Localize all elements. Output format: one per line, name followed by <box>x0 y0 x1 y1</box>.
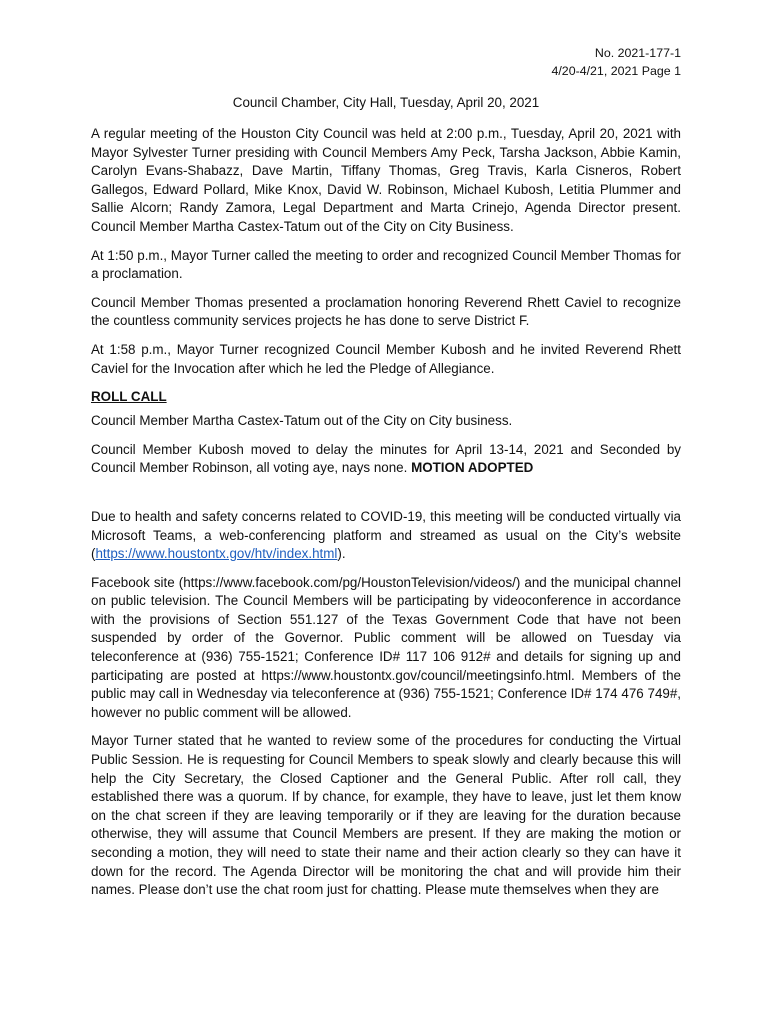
covid-paragraph <box>91 508 681 564</box>
motion-adopted-label: MOTION ADOPTED <box>411 460 534 476</box>
intro-paragraph: A regular meeting of the Houston City Council was held at 2:00 p.m., Tuesday, April 20, 2021 with Mayor Sylvester Turner presiding with Council Members Amy Peck, Tarsha Jackson, Abbie Kamin, Carolyn Evans-Shabazz, Dave Martin, Tiffany Thomas, Greg Travis, Karla Cisneros, Robert Gallegos, Edward Pollard, Mike Knox, David W. Robinson, Michael Kubosh, Letitia Plummer and Sallie Alcorn; Randy Zamora, Legal Department and Marta Crinejo, Agenda Director present. Council Member Martha Castex-Tatum out of the City on City Business. <box>91 126 681 234</box>
covid-text: Due to health and safety concerns related to COVID-19, this meeting will be conducted virtually via Microsoft Teams, a web-conferencing platform and streamed as usual on the City’s website ( <box>91 508 681 562</box>
spacer <box>91 488 681 508</box>
call-to-order-paragraph: At 1:50 p.m., Mayor Turner called the meeting to order and recognized Council Member Thomas for a proclamation. <box>91 247 681 282</box>
proclamation-paragraph: Council Member Thomas presented a proclamation honoring Reverend Rhett Caviel to recognize the countless community services projects he has done to serve District F. <box>91 294 681 329</box>
facebook-paragraph: Facebook site (https://www.facebook.com/pg/HoustonTelevision/videos/) and the municipal channel on public television. The Council Members will be participating by videoconference in accordance with the provisions of Section 551.127 of the Texas Government Code that have not been suspended by order of the Governor. Public comment will be allowed on Tuesday via teleconference at (936) 755-1521; Conference ID# 117 106 912# and details for signing up and participating are posted at https://www.houstontx.gov/council/meetingsinfo.html. Members of the public may call in Wednesday via teleconference at (936) 755-1521; Conference ID# 174 476 749#, however no public comment will be allowed. <box>91 574 681 720</box>
document-number: No. 2021-177-1 <box>594 46 681 60</box>
covid-text-end: ). <box>337 546 346 562</box>
meeting-title: Council Chamber, City Hall, Tuesday, April 20, 2021 <box>232 95 540 110</box>
minutes-paragraph <box>91 441 681 478</box>
roll-call-heading: ROLL CALL <box>91 389 167 405</box>
procedures-paragraph: Mayor Turner stated that he wanted to review some of the procedures for conducting the Virtual Public Session. He is requesting for Council Members to speak slowly and clearly because this will help the City Secretary, the Closed Captioner and the General Public. After roll call, they established there was a quorum. If by chance, for example, they have to leave, just let them know on the chat screen if they are leaving temporarily or if they are leaving for the duration because otherwise, they will assume that Council Members are present. If they are making the motion or seconding a motion, they will need to state their name and their action clearly so they can have it down for the record. The Agenda Director will be monitoring the chat and will provide him their names. Please don’t use the chat room just for chatting. Please mute themselves when they are <box>91 733 681 898</box>
invocation-paragraph: At 1:58 p.m., Mayor Turner recognized Council Member Kubosh and he invited Reverend Rhett Caviel for the Invocation after which he led the Pledge of Allegiance. <box>91 341 681 376</box>
date-page-label: 4/20-4/21, 2021 Page 1 <box>551 64 681 78</box>
page-header <box>91 44 681 80</box>
htv-link[interactable]: https://www.houstontx.gov/htv/index.html <box>95 546 338 562</box>
minutes-text: Council Member Kubosh moved to delay the minutes for April 13-14, 2021 and Seconded by Council Member Robinson, all voting aye, nays none. <box>91 441 681 476</box>
roll-call-paragraph: Council Member Martha Castex-Tatum out of the City on City business. <box>91 413 513 429</box>
